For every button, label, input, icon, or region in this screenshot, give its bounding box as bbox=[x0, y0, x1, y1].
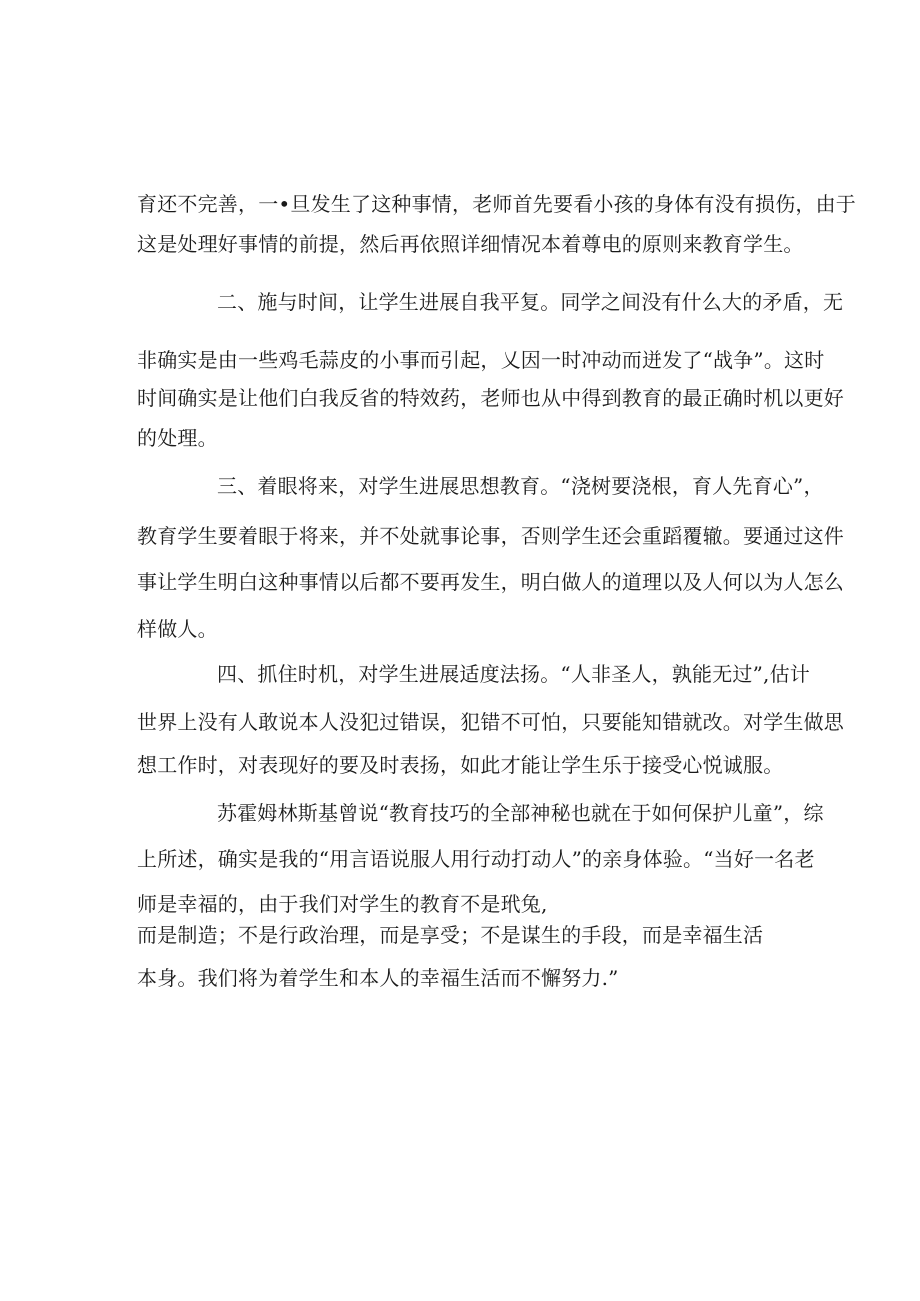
paragraph-2-line-1: 二、施与时间，让学生进展自我平复。同学之间没有什么大的矛盾，无 bbox=[217, 290, 844, 314]
paragraph-4-line-3: 想工作时，对表现好的要及时表扬，如此才能让学生乐于接受心悦诚服。 bbox=[137, 753, 784, 777]
paragraph-3-line-4: 样做人。 bbox=[137, 617, 218, 641]
paragraph-2-line-3: 时间确实是让他们白我反省的特效药，老师也从中得到教育的最正确时机以更好 bbox=[137, 386, 844, 410]
paragraph-5-line-3: 师是幸福的，由于我们对学生的教育不是玳兔, bbox=[137, 892, 548, 916]
paragraph-2-line-2: 非确实是由一些鸡毛蒜皮的小事而引起，乂因一时冲动而迸发了“战争”。这时 bbox=[137, 348, 825, 372]
paragraph-5-line-1: 苏霍姆林斯基曾说“教育技巧的全部神秘也就在于如何保护儿童”，综 bbox=[217, 801, 824, 825]
paragraph-5-line-4: 而是制造；不是行政治理，而是享受；不是谋生的手段，而是幸福生活 bbox=[137, 923, 764, 947]
paragraph-4-line-1: 四、抓住时机，对学生进展适度法扬。“人非圣人，孰能无过”,估计 bbox=[217, 662, 811, 686]
paragraph-1-line-2: 这是处理好事情的前提，然后再依照详细情况本着尊电的原则来教育学生。 bbox=[137, 232, 804, 256]
paragraph-4-line-2: 世界上没有人敢说本人没犯过错误，犯错不可怕，只要能知错就改。对学生做思 bbox=[137, 710, 844, 734]
paragraph-3-line-1: 三、着眼将来，对学生进展思想教育。“浇树要浇根，育人先育心”， bbox=[217, 474, 824, 498]
paragraph-1-line-1: 育还不完善，一•旦发生了这种事情，老师首先要看小孩的身体有没有损伤，由于 bbox=[137, 192, 856, 216]
paragraph-3-line-2: 教育学生要着眼于将来，并不处就事论事，否则学生还会重蹈覆辙。要通过这件 bbox=[137, 524, 844, 548]
paragraph-2-line-4: 的处理。 bbox=[137, 426, 218, 450]
paragraph-5-line-2: 上所述，确实是我的“用言语说服人用行动打动人”的亲身体验。“当好一名老 bbox=[137, 847, 815, 871]
paragraph-5-line-5: 本身。我们将为着学生和本人的幸福生活而不懈努力.” bbox=[137, 966, 619, 990]
paragraph-3-line-3: 事让学生明白这种事情以后都不要再发生，明白做人的道理以及人何以为人怎么 bbox=[137, 570, 844, 594]
